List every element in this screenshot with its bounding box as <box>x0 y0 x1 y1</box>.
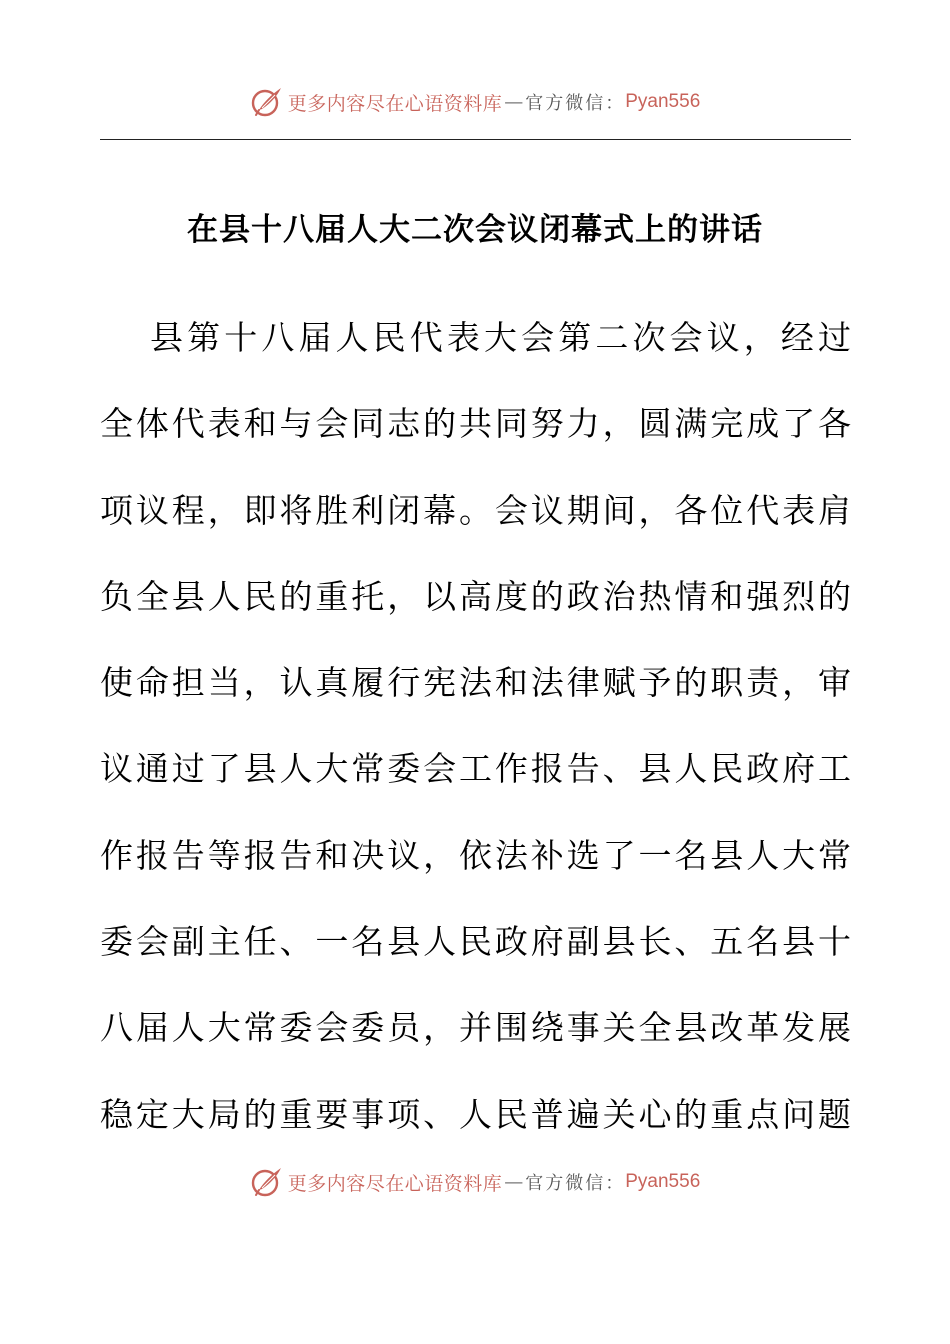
body-line: 县第十八届人民代表大会第二次会议，经过 <box>150 318 851 357</box>
footer-official-label: 官方微信： <box>525 1173 626 1194</box>
footer-dash: — <box>504 1171 524 1193</box>
document-body <box>100 300 851 1163</box>
body-line: 作报告等报告和决议，依法补选了一名县人大常 <box>100 835 851 875</box>
body-line: 全体代表和与会同志的共同努力，圆满完成了各 <box>100 404 851 444</box>
body-line: 八届人大常委会委员，并围绕事关全县改革发展 <box>100 1008 851 1048</box>
body-line: 使命担当，认真履行宪法和法律赋予的职责，审 <box>100 663 851 703</box>
header-official-label: 官方微信： <box>525 93 626 114</box>
header-rule <box>100 139 851 140</box>
footer-promo-text: 更多内容尽在心语资料库 <box>287 1172 503 1195</box>
body-line: 项议程，即将胜利闭幕。会议期间，各位代表肩 <box>100 490 851 530</box>
footer-banner <box>0 1162 950 1202</box>
quill-logo-icon <box>250 1165 284 1199</box>
body-line: 委会副主任、一名县人民政府副县长、五名县十 <box>100 922 851 962</box>
body-line: 负全县人民的重托，以高度的政治热情和强烈的 <box>100 576 851 616</box>
body-line: 议通过了县人大常委会工作报告、县人民政府工 <box>100 749 851 789</box>
footer-wechat-id: Pyan556 <box>625 1171 701 1192</box>
quill-logo-icon <box>250 85 284 119</box>
header-dash: — <box>504 91 524 113</box>
body-line: 稳定大局的重要事项、人民普遍关心的重点问题 <box>100 1094 851 1134</box>
document-title: 在县十八届人大二次会议闭幕式上的讲话 <box>187 212 763 248</box>
header-wechat-id: Pyan556 <box>625 91 701 112</box>
header-promo-text: 更多内容尽在心语资料库 <box>287 92 503 115</box>
header-banner <box>0 82 950 122</box>
